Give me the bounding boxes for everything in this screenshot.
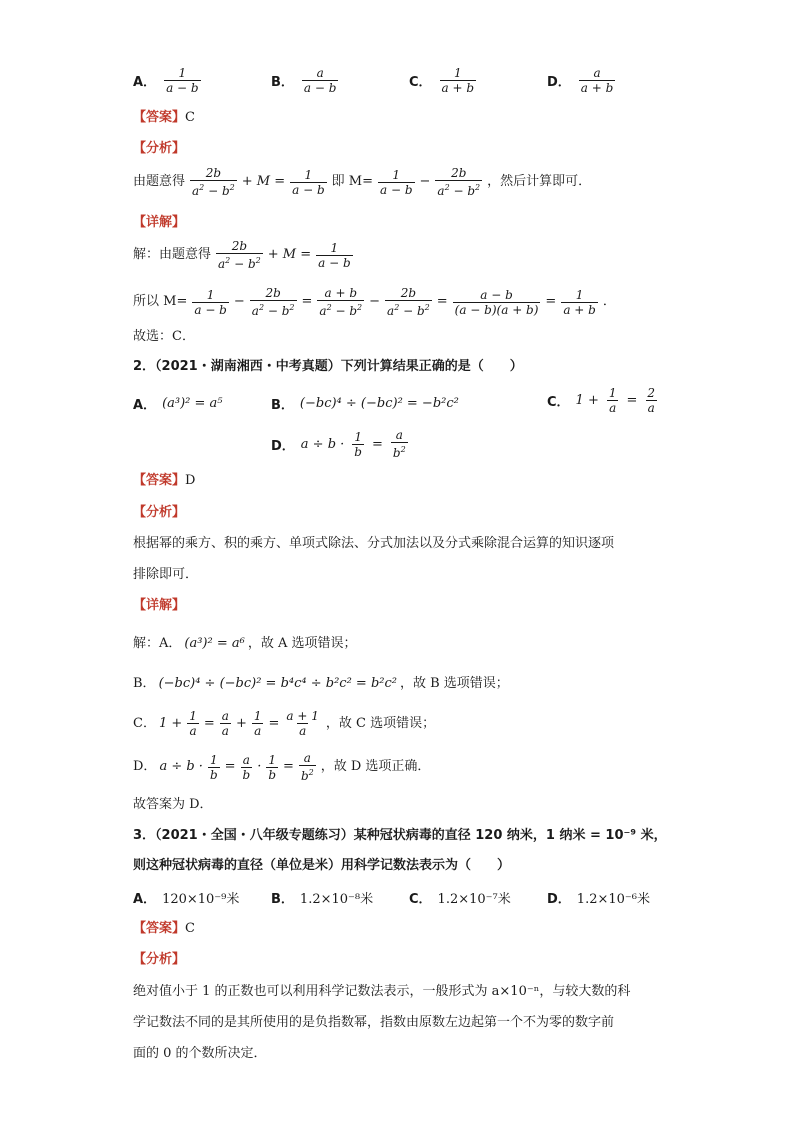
detail-text: B． [133, 676, 156, 691]
denominator: a + b [580, 81, 614, 95]
option-letter: A． [133, 398, 157, 413]
option-letter: B． [271, 892, 294, 907]
numerator: a [316, 66, 324, 80]
q2-analysis-tag [133, 503, 185, 523]
detail-tag: 【详解】 [133, 598, 186, 613]
option-letter: B． [271, 75, 294, 90]
q2-detail-b [133, 674, 509, 694]
analysis-tag: 【分析】 [133, 505, 186, 520]
detail-expr: (−bc)⁴ ÷ (−bc)² = b⁴c⁴ ÷ b²c² = b²c² [158, 676, 397, 691]
option-text: 120×10⁻⁹米 [162, 892, 240, 907]
q2-detail-c: C． 1 + $\frac{1}{a}$ = $\frac{a}{a}$ + $\frac{1}{a}$ = $\frac{a + 1}{a}$ ，故 C 选项错误； [133, 709, 436, 738]
q3-title-line1: 3．（2021・全国・八年级专题练习）某种冠状病毒的直径 120 纳米，1 纳米 = 10⁻⁹ 米， [133, 828, 667, 843]
option-letter: A． [133, 75, 157, 90]
option-text: 1.2×10⁻⁶米 [576, 892, 650, 907]
answer-tag: 【答案】 [133, 473, 186, 488]
numerator: 1 [178, 66, 187, 80]
denominator: a − b [303, 81, 337, 95]
analysis-text: 由题意得 [133, 174, 186, 189]
option-letter: C． [547, 395, 570, 410]
answer-value: C [185, 921, 195, 936]
detail-expr: (a³)² = a⁶ [184, 636, 245, 651]
detail-text: 解：A． [133, 636, 182, 651]
fraction-2b: $\frac{2b}{a^2 - b^2}$ [192, 166, 235, 198]
q1-option-d [547, 66, 617, 95]
option-text: 1.2×10⁻⁷米 [437, 892, 511, 907]
option-letter: D． [547, 892, 571, 907]
q3-option-c [409, 888, 511, 907]
q2-detail-d: D． a ÷ b · $\frac{1}{b}$ = $\frac{a}{b}$ · $\frac{1}{b}$ = $\frac{a}{b^2}$ ，故 D 选项正确． [133, 751, 431, 783]
q2-analysis-line2: 排除即可． [133, 567, 199, 582]
q2-answer [133, 471, 195, 491]
option-expr: (a³)² = a⁵ [162, 396, 223, 411]
detail-text: D． [133, 759, 157, 774]
q3-analysis-line3: 面的 0 的个数所决定． [133, 1046, 267, 1061]
q2-detail-tag [133, 596, 185, 616]
fraction [579, 66, 616, 95]
q2-option-b [271, 394, 459, 413]
option-expr: (−bc)⁴ ÷ (−bc)² = −b²c² [299, 396, 459, 411]
detail-text: ，故 A 选项错误； [247, 636, 357, 651]
option-letter: B． [271, 398, 294, 413]
q1-answer [133, 108, 195, 128]
detail-text: ，故 B 选项错误； [399, 676, 509, 691]
fraction [164, 66, 201, 95]
numerator: a [593, 66, 601, 80]
q1-option-b [271, 66, 340, 95]
q3-analysis-line1: 绝对值小于 1 的正数也可以利用科学记数法表示，一般形式为 a×10⁻ⁿ，与较大数的科 [133, 984, 631, 999]
denominator: a + b [441, 81, 475, 95]
fraction-2b: $\frac{2b}{a^2 - b^2}$ [437, 166, 481, 198]
answer-value: D [185, 473, 196, 488]
fraction-1-a-minus-b: $\frac{1}{a - b}$ [318, 240, 351, 270]
option-letter: C． [409, 75, 432, 90]
analysis-tag: 【分析】 [133, 952, 186, 967]
q3-analysis-tag [133, 950, 185, 970]
fraction-2b: $\frac{2b}{a^2 - b^2}$ [218, 239, 261, 271]
detail-text: ，故 D 选项正确． [320, 759, 431, 774]
detail-text: 所以 M= [133, 294, 188, 309]
q3-option-d [547, 888, 650, 907]
denominator: a − b [166, 81, 199, 95]
analysis-tag: 【分析】 [133, 141, 186, 156]
q2-option-c: C． 1 + $\frac{1}{a}$ = $\frac{2}{a}$ [547, 386, 656, 415]
q2-option-d: D． a ÷ b · $\frac{1}{b}$ = $\frac{a}{b^2}$ [271, 428, 406, 460]
detail-text: C． [133, 715, 156, 731]
detail-text: 解：由题意得 [133, 247, 212, 262]
q2-conclusion: 故答案为 D． [133, 797, 213, 812]
fraction [440, 66, 477, 95]
q2-detail-a [133, 634, 356, 654]
answer-value: C [185, 110, 195, 125]
option-text: 1.2×10⁻⁸米 [299, 892, 374, 907]
detail-text: ，故 C 选项错误； [325, 715, 436, 731]
q3-title-line2: 则这种冠状病毒的直径（单位是米）用科学记数法表示为（ ） [133, 858, 511, 873]
detail-tag: 【详解】 [133, 215, 186, 230]
answer-tag: 【答案】 [133, 110, 186, 125]
q1-option-a [133, 66, 203, 95]
option-letter: A． [133, 892, 157, 907]
answer-tag: 【答案】 [133, 921, 186, 936]
q1-option-c [409, 66, 478, 95]
option-letter: C． [409, 892, 432, 907]
q3-option-a [133, 888, 239, 907]
analysis-text: ，然后计算即可． [487, 174, 592, 189]
q2-option-a [133, 394, 223, 413]
q1-analysis-tag [133, 139, 185, 159]
q3-option-b [271, 888, 373, 907]
q2-title: 2．（2021・湖南湘西・中考真题）下列计算结果正确的是（ ） [133, 359, 523, 374]
option-letter: D． [271, 438, 295, 454]
q2-analysis-line1: 根据幂的乘方、积的乘方、单项式除法、分式加法以及分式乘除混合运算的知识逐项 [133, 536, 615, 551]
q3-answer [133, 919, 195, 939]
q1-detail-tag [133, 213, 185, 233]
q1-analysis-line: 由题意得 $\frac{2b}{a^2 - b^2}$ + M = $\frac{1}{a - b}$ 即 M= $\frac{1}{a - b}$ − $\frac{2b}{a^2 - b^2}$ ，然后计算即可． [133, 166, 592, 198]
option-letter: D． [547, 75, 571, 90]
q1-detail-line1: 解：由题意得 $\frac{2b}{a^2 - b^2}$ + M = $\frac{1}{a - b}$ [133, 239, 351, 271]
fraction [302, 66, 339, 95]
fraction-1-a-minus-b: $\frac{1}{a - b}$ [379, 167, 413, 197]
numerator: 1 [453, 66, 462, 80]
q1-detail-line2: 所以 M= $\frac{1}{a - b}$ − $\frac{2b}{a^2 - b^2}$ = $\frac{a + b}{a^2 - b^2}$ − $\frac{2b}{a^2 - b^2}$ = $\frac{a - b}{(a - b)(a + b)}$ = $\frac{1}{a + b}$ ． [133, 286, 616, 318]
q3-analysis-line2: 学记数法不同的是其所使用的是负指数幂，指数由原数左边起第一个不为零的数字前 [133, 1015, 615, 1030]
q1-conclusion: 故选：C． [133, 329, 195, 344]
analysis-text: 即 M= [331, 174, 373, 189]
fraction-1-a-minus-b: $\frac{1}{a - b}$ [292, 167, 325, 197]
